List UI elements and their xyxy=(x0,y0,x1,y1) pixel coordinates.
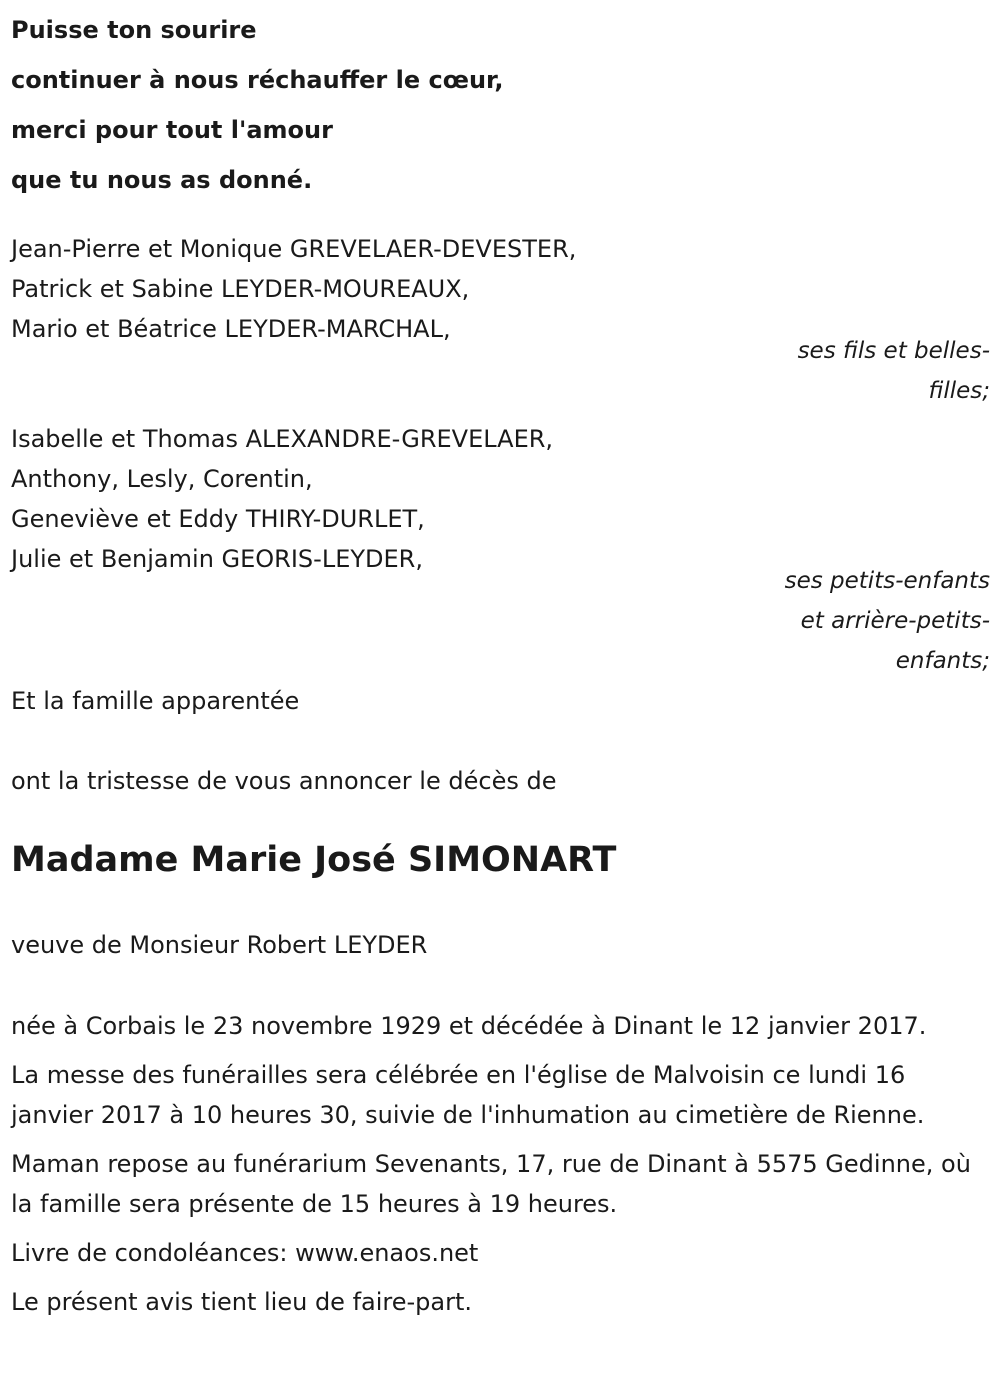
caption-line: ses fils et belles- xyxy=(797,338,990,364)
family-member: Anthony, Lesly, Corentin, xyxy=(11,465,313,493)
condolence-book: Livre de condoléances: www.enaos.net xyxy=(11,1239,479,1267)
funeral-home-details: Maman repose au funérarium Sevenants, 17, rue de Dinant à 5575 Gedinne, où la famille sera présente de 15 heures à 19 heures. xyxy=(11,1150,971,1218)
family-member: Julie et Benjamin GEORIS-LEYDER, xyxy=(11,545,423,573)
funeral-details: La messe des funérailles sera célébrée en l'église de Malvoisin ce lundi 16 janvier 2017 à 10 heures 30, suivie de l'inhumation au cimetière de Rienne. xyxy=(11,1061,925,1129)
birth-death-dates: née à Corbais le 23 novembre 1929 et décédée à Dinant le 12 janvier 2017. xyxy=(11,1012,927,1040)
caption-line: ses petits-enfants xyxy=(784,568,990,594)
notice-statement: Le présent avis tient lieu de faire-part. xyxy=(11,1288,473,1316)
poem-line: merci pour tout l'amour xyxy=(11,116,333,144)
extended-family: Et la famille apparentée xyxy=(11,687,300,715)
caption-line: et arrière-petits- xyxy=(800,608,990,634)
family-member: Patrick et Sabine LEYDER-MOUREAUX, xyxy=(11,275,470,303)
grandchildren-caption xyxy=(11,561,990,681)
family-member: Mario et Béatrice LEYDER-MARCHAL, xyxy=(11,315,451,343)
caption-line: enfants; xyxy=(895,648,990,674)
caption-line: filles; xyxy=(928,378,990,404)
family-member: Isabelle et Thomas ALEXANDRE-GREVELAER, xyxy=(11,425,554,453)
poem-line: que tu nous as donné. xyxy=(11,166,313,194)
family-member: Geneviève et Eddy THIRY-DURLET, xyxy=(11,505,425,533)
announcement-intro: ont la tristesse de vous annoncer le décès de xyxy=(11,767,557,795)
deceased-name: Madame Marie José SIMONART xyxy=(11,840,617,880)
poem xyxy=(11,0,990,205)
poem-line: Puisse ton sourire xyxy=(11,16,257,44)
widow-of: veuve de Monsieur Robert LEYDER xyxy=(11,931,428,959)
family-member: Jean-Pierre et Monique GREVELAER-DEVESTER, xyxy=(11,235,577,263)
poem-line: continuer à nous réchauffer le cœur, xyxy=(11,66,504,94)
grandchildren-list xyxy=(11,419,990,579)
